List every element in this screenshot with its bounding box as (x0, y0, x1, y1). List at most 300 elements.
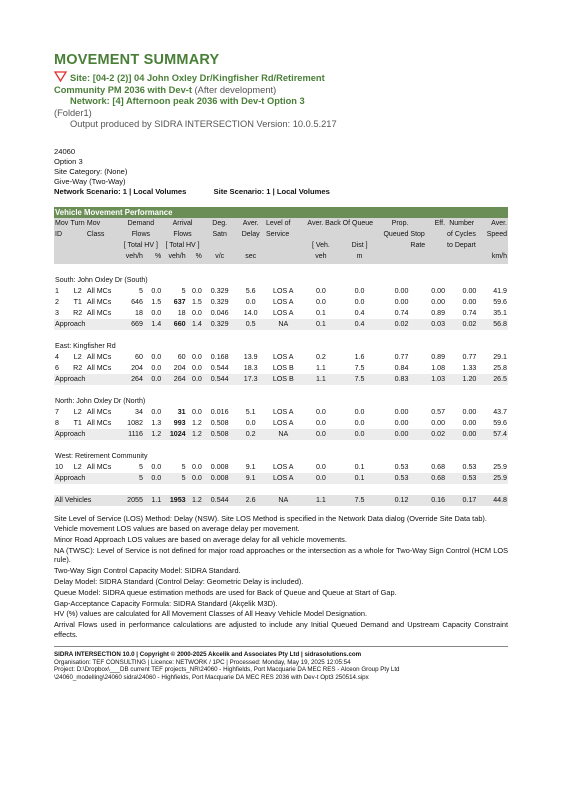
table-cell: 0.00 (394, 419, 409, 428)
table-cell: 1.1 (302, 495, 341, 506)
table-cell: 1.6 (354, 353, 365, 362)
header-row (54, 218, 508, 229)
table-cell: 0.0 (192, 463, 202, 472)
table-cell: 0.74 (394, 309, 409, 318)
table-cell: 0.00 (394, 298, 409, 307)
table-cell: 60 (177, 353, 186, 362)
table-cell: 7 (55, 408, 59, 417)
table-cell: 0.0 (315, 408, 326, 417)
table-cell: 1.3 (151, 419, 162, 428)
table-cell: 1.1 (144, 495, 162, 506)
table-cell: 0.0 (192, 287, 202, 296)
table-cell: 13.9 (243, 353, 258, 362)
spacer-row (54, 264, 508, 275)
table-cell: 0.0 (144, 374, 162, 385)
table-cell (477, 240, 508, 251)
table-title: Vehicle Movement Performance (54, 207, 508, 218)
table-cell: 0.53 (462, 463, 477, 472)
table-cell: 0.2 (315, 353, 326, 362)
unit-cell: v/c (203, 251, 237, 264)
table-cell: 5 (181, 287, 186, 296)
table-cell: 35.1 (493, 309, 507, 318)
table-cell: L2 (73, 287, 82, 296)
header-cell: Mov (86, 218, 120, 229)
header-cell: Level of (265, 218, 302, 229)
table-row (54, 308, 508, 319)
table-cell: NA (265, 495, 302, 506)
approach-label: Approach (54, 473, 120, 484)
table-cell: 57.4 (477, 429, 508, 440)
table-cell: 0.89 (431, 353, 446, 362)
header-cell: Arrival (162, 218, 203, 229)
approach-name: North: John Oxley Dr (North) (55, 397, 146, 406)
table-cell: 0.68 (431, 463, 446, 472)
table-cell: All MCs (86, 353, 112, 362)
table-cell: 0.0 (187, 374, 203, 385)
table-cell (54, 330, 508, 341)
spacer-row (54, 440, 508, 451)
note-line: Site Level of Service (LOS) Method: Delay (NSW). Site LOS Method is specified in the Network Data dialog (Override Site Data tab). (54, 513, 487, 523)
approach-name: East: Kingfisher Rd (55, 342, 116, 351)
table-row (54, 462, 508, 473)
unit-cell: m (340, 251, 379, 264)
table-cell: 5 (120, 473, 144, 484)
table-cell: 0.0 (151, 364, 162, 373)
header-cell: Number (446, 218, 477, 229)
table-cell: 0.02 (446, 319, 477, 330)
table-cell: 0.12 (379, 495, 410, 506)
table-cell: 1.4 (187, 319, 203, 330)
table-cell: 1082 (127, 419, 143, 428)
table-cell: All MCs (86, 287, 112, 296)
site-after-label: (After development) (194, 84, 277, 95)
control-type: Give-Way (Two-Way) (54, 177, 126, 187)
table-cell: 1.1 (315, 364, 326, 373)
spacer-row (54, 484, 508, 495)
table-cell: 0.008 (210, 463, 229, 472)
table-cell: 1024 (162, 429, 186, 440)
table-cell: 0.329 (210, 298, 229, 307)
table-cell (54, 240, 120, 251)
table-cell: 0.544 (210, 364, 229, 373)
table-cell: T1 (73, 298, 82, 307)
table-cell: 7.5 (340, 374, 379, 385)
header-cell: Aver. Back Of Queue (302, 218, 379, 229)
table-cell: 0.17 (446, 495, 477, 506)
table-cell: 59.6 (493, 298, 507, 307)
table-cell: L2 (73, 463, 82, 472)
table-cell: 10 (55, 463, 63, 472)
table-cell: 0.508 (203, 429, 237, 440)
table-cell: 204 (173, 364, 186, 373)
table-cell (54, 440, 508, 451)
table-cell: All MCs (86, 364, 112, 373)
table-cell: 34 (135, 408, 143, 417)
table-cell: 41.9 (493, 287, 507, 296)
approach-group-header (54, 275, 508, 286)
table-cell: 1.1 (302, 374, 341, 385)
table-cell: 0.0 (187, 473, 203, 484)
table-cell (54, 264, 508, 275)
header-cell: to Depart (447, 241, 476, 249)
table-cell: 1.33 (462, 364, 477, 373)
table-cell: 0.1 (315, 309, 326, 318)
table-cell: 0.0 (354, 408, 365, 417)
header-cell: Dist ] (340, 240, 379, 251)
table-cell: 0.0 (245, 298, 256, 307)
table-cell: 1.20 (446, 374, 477, 385)
table-cell: LOS A (273, 408, 294, 417)
table-cell: 0.0 (315, 419, 326, 428)
table-cell: LOS A (273, 353, 294, 362)
table-cell: 0.77 (462, 353, 477, 362)
unit-cell: km/h (477, 251, 508, 264)
report-footer (54, 646, 508, 682)
table-cell: 0.4 (354, 309, 365, 318)
table-cell: 26.5 (477, 374, 508, 385)
note-line: Minor Road Approach LOS values are based on average delay for all vehicle movements. (54, 535, 347, 545)
site-meta (54, 147, 508, 198)
table-cell: 0.57 (431, 408, 446, 417)
table-cell: 0.0 (315, 463, 326, 472)
table-cell: NA (265, 319, 302, 330)
table-cell: 0.00 (446, 429, 477, 440)
table-cell (302, 229, 379, 240)
approach-group-header (54, 396, 508, 407)
site-scenario: Site Scenario: 1 | Local Volumes (213, 187, 330, 197)
note-line: HV (%) values are calculated for All Movement Classes of All Heavy Vehicle Model Designation. (54, 609, 368, 619)
table-cell: 0.329 (210, 287, 229, 296)
table-cell: 25.9 (477, 473, 508, 484)
table-cell: All MCs (86, 309, 112, 318)
header-units-row (54, 251, 508, 264)
table-cell: 25.9 (493, 463, 507, 472)
approach-row (54, 319, 508, 330)
header-cell: Aver. (236, 218, 264, 229)
note-line: Two-Way Sign Control Capacity Model: SIDRA Standard. (54, 566, 241, 576)
table-cell: 0.0 (302, 429, 341, 440)
table-cell: 0.0 (192, 309, 202, 318)
header-row (54, 229, 508, 240)
table-cell: 0.4 (340, 319, 379, 330)
approach-name: West: Retirement Community (55, 452, 148, 461)
table-cell: T1 (73, 419, 82, 428)
table-cell: 669 (120, 319, 144, 330)
table-cell: 0.00 (379, 429, 410, 440)
table-row (54, 352, 508, 363)
option-label: Option 3 (54, 156, 83, 166)
table-row (54, 363, 508, 374)
table-cell: 9.1 (236, 473, 264, 484)
table-cell: 31 (177, 408, 186, 417)
table-cell: 0.00 (462, 287, 477, 296)
approach-group-header (54, 451, 508, 462)
table-cell: 204 (131, 364, 143, 373)
all-vehicles-row (54, 495, 508, 506)
note-line: Arrival Flows used in performance calculations are adjusted to include any Initial Queued Demand and Upstream Capacity Constraint effects. (54, 620, 508, 639)
table-cell: R2 (73, 364, 83, 373)
table-cell: 0.0 (340, 429, 379, 440)
table-cell: 0.016 (210, 408, 229, 417)
table-cell: R2 (73, 309, 83, 318)
table-row (54, 418, 508, 429)
table-cell: All MCs (86, 463, 112, 472)
approach-row (54, 473, 508, 484)
table-cell: 264 (162, 374, 186, 385)
footer-line-3: Project: D:\Dropbox\___DB current TEF projects_NR\24060 - Highfields, Port Macquarie DA MEC RES - Alceon Group Pty Ltd (54, 666, 400, 674)
header-cell: ID (54, 229, 70, 240)
table-cell: 0.0 (354, 287, 365, 296)
table-cell: 59.6 (493, 419, 507, 428)
header-cell: of Cycles (447, 230, 476, 238)
table-cell: 1.2 (187, 429, 203, 440)
spacer-row (54, 330, 508, 341)
table-row (54, 297, 508, 308)
table-cell: 0.0 (315, 287, 326, 296)
spacer-row (54, 385, 508, 396)
table-cell: 0.16 (409, 495, 446, 506)
table-cell: 264 (120, 374, 144, 385)
table-cell: 0.0 (302, 473, 341, 484)
table-cell: 1.5 (151, 298, 162, 307)
header-cell: Eff. (409, 218, 446, 229)
approach-name: South: John Oxley Dr (South) (55, 276, 148, 285)
table-cell: 1.2 (192, 419, 202, 428)
table-cell: 0.5 (236, 319, 264, 330)
header-cell: Prop. (379, 218, 410, 229)
table-cell (54, 251, 120, 264)
table-cell: 0.0 (151, 408, 162, 417)
header-cell: Satn (203, 229, 237, 240)
table-cell: 0.77 (394, 353, 409, 362)
table-cell: 1.2 (144, 429, 162, 440)
approach-group-header (54, 341, 508, 352)
table-cell: L2 (73, 353, 82, 362)
approach-label: Approach (54, 319, 120, 330)
table-cell: 0.68 (409, 473, 446, 484)
header-cell: Service (265, 229, 302, 240)
table-cell: 18 (135, 309, 143, 318)
unit-cell: sec (236, 251, 264, 264)
table-cell: 25.8 (493, 364, 507, 373)
output-line: Output produced by SIDRA INTERSECTION Version: 10.0.5.217 (70, 119, 337, 129)
table-cell: LOS B (265, 374, 302, 385)
table-cell: LOS A (273, 298, 294, 307)
table-cell: 17.3 (236, 374, 264, 385)
approach-row (54, 374, 508, 385)
table-cell: 1.08 (431, 364, 446, 373)
table-cell: 0.53 (446, 473, 477, 484)
unit-cell: % (187, 251, 203, 264)
unit-cell: veh (302, 251, 341, 264)
site-line (54, 71, 508, 85)
table-cell: 0.1 (302, 319, 341, 330)
table-cell: 0.02 (379, 319, 410, 330)
table-cell: 0.53 (379, 473, 410, 484)
table-cell: LOS A (273, 419, 294, 428)
table-cell: L2 (73, 408, 82, 417)
table-cell: 7.5 (354, 364, 365, 373)
approach-label: Approach (54, 429, 120, 440)
table-cell: 0.1 (354, 463, 365, 472)
header-cell: Stop (409, 229, 446, 240)
table-cell: 0.046 (210, 309, 229, 318)
table-cell: 646 (131, 298, 143, 307)
table-cell: 0.00 (394, 408, 409, 417)
table-cell: 0.00 (431, 419, 446, 428)
table-cell: 0.74 (462, 309, 477, 318)
table-cell: 0.008 (203, 473, 237, 484)
scenario-row (54, 187, 508, 197)
table-cell: 8 (55, 419, 59, 428)
project-id: 24060 (54, 146, 76, 156)
table-cell: 18.3 (243, 364, 258, 373)
table-cell: 0.00 (462, 408, 477, 417)
header-cell: Flows (162, 229, 203, 240)
table-cell: 0.544 (203, 495, 237, 506)
table-cell: 660 (162, 319, 186, 330)
table-cell (265, 251, 302, 264)
table-cell: 0.0 (192, 408, 202, 417)
table-cell: 60 (135, 353, 143, 362)
unit-cell: % (144, 251, 162, 264)
table-cell: NA (265, 429, 302, 440)
table-cell: 5 (162, 473, 186, 484)
table-cell: LOS A (265, 473, 302, 484)
table-cell: 0.00 (394, 287, 409, 296)
table-cell: 9.1 (245, 463, 256, 472)
site-label-2: Community PM 2036 with Dev-t (54, 84, 192, 95)
header-cell: Deg. (203, 218, 237, 229)
header-cell: Rate (409, 240, 446, 251)
table-cell: 0.0 (144, 473, 162, 484)
approach-row (54, 429, 508, 440)
table-cell: 0.0 (354, 419, 365, 428)
table-cell: All MCs (86, 298, 112, 307)
table-cell: 637 (173, 298, 186, 307)
table-cell: 1953 (162, 495, 186, 506)
table-cell (379, 251, 477, 264)
table-cell: 0.00 (431, 298, 446, 307)
table-row (54, 286, 508, 297)
network-scenario: Network Scenario: 1 | Local Volumes (54, 187, 187, 197)
table-cell: 0.53 (394, 463, 409, 472)
table-cell: 993 (173, 419, 186, 428)
table-cell: 0.0 (151, 353, 162, 362)
table-cell (203, 240, 302, 251)
header-cell: [ Total HV ] (120, 240, 163, 251)
table-cell: 5.1 (245, 408, 256, 417)
movement-summary-page (54, 52, 508, 682)
table-cell: 44.8 (477, 495, 508, 506)
header-cell: [ Veh. (302, 240, 341, 251)
header-cell: Speed (477, 229, 508, 240)
table-cell: 2055 (120, 495, 144, 506)
table-cell: 0.83 (379, 374, 410, 385)
table-cell: 0.00 (462, 298, 477, 307)
header-cell: Queued (379, 229, 410, 240)
table-cell (54, 385, 508, 396)
folder-line: (Folder1) (54, 107, 92, 118)
table-cell: 1.2 (187, 495, 203, 506)
site-line-2 (54, 85, 508, 97)
table-cell: 7.5 (340, 495, 379, 506)
table-cell: 2 (55, 298, 59, 307)
footer-line-2: Organisation: TEF CONSULTING | Licence: NETWORK / 1PC | Processed: Monday, May 19, 2025 12:05:54 (54, 658, 351, 666)
table-cell: 18 (177, 309, 186, 318)
site-triangle-icon (54, 71, 67, 82)
header-cell: Demand (120, 218, 163, 229)
header-cell: Flows (120, 229, 163, 240)
table-cell: LOS A (273, 309, 294, 318)
table-cell: 0.0 (354, 298, 365, 307)
table-cell: 0.168 (210, 353, 229, 362)
footer-line-1: SIDRA INTERSECTION 10.0 | Copyright © 2000-2025 Akcelik and Associates Pty Ltd | sidrasolutions.com (54, 650, 362, 658)
page-title: MOVEMENT SUMMARY (54, 52, 220, 68)
table-cell: 0.0 (245, 419, 256, 428)
table-cell: 0.508 (210, 419, 229, 428)
site-label: Site: [04-2 (2)] 04 John Oxley Dr/Kingfisher Rd/Retirement (70, 73, 325, 83)
site-category: Site Category: (None) (54, 166, 128, 176)
table-cell: 1.4 (144, 319, 162, 330)
vehicle-movement-table (54, 207, 508, 506)
footer-line-4: \24060_modelling\24060 sidra\24060 - Highfields, Port Macquarie DA MEC RES 2036 with Dev-t Opt3 250514.sipx (54, 674, 369, 682)
table-cell: All MCs (86, 408, 112, 417)
table-cell: 1116 (120, 429, 144, 440)
table-cell: 0.0 (192, 364, 202, 373)
table-cell: 0.00 (462, 419, 477, 428)
header-cell: Class (86, 229, 120, 240)
unit-cell: veh/h (162, 251, 186, 264)
header-cell: Aver. (477, 218, 508, 229)
table-cell: 3 (55, 309, 59, 318)
all-vehicles-label: All Vehicles (54, 495, 120, 506)
table-cell: 1 (55, 287, 59, 296)
table-cell: 5 (181, 463, 186, 472)
table-cell: 0.1 (340, 473, 379, 484)
approach-label: Approach (54, 374, 120, 385)
table-cell: 0.0 (151, 463, 162, 472)
table-cell: 0.84 (394, 364, 409, 373)
table-cell (379, 240, 410, 251)
table-cell: 5 (138, 463, 143, 472)
table-cell: 0.02 (409, 429, 446, 440)
table-cell: 0.2 (236, 429, 264, 440)
note-line: Queue Model: SIDRA queue estimation methods are used for Back of Queue and Queue at Start of Gap. (54, 587, 397, 597)
table-cell: 5 (138, 287, 143, 296)
table-cell: 29.1 (493, 353, 507, 362)
table-cell: LOS A (273, 287, 294, 296)
table-cell: 0.0 (151, 309, 162, 318)
header-row (54, 240, 508, 251)
table-cell: 2.6 (236, 495, 264, 506)
table-cell: 0.0 (315, 298, 326, 307)
table-cell: 0.89 (431, 309, 446, 318)
table-cell (54, 484, 508, 495)
notes-section (54, 514, 508, 639)
table-cell: 0.03 (409, 319, 446, 330)
table-row (54, 407, 508, 418)
table-cell: 56.8 (477, 319, 508, 330)
note-line: Gap-Acceptance Capacity Formula: SIDRA Standard (Akçelik M3D). (54, 598, 278, 608)
table-cell: 5.6 (245, 287, 256, 296)
table-title-row (54, 207, 508, 218)
header-cell: Delay (236, 229, 264, 240)
table-cell: 14.0 (243, 309, 258, 318)
table-cell: 0.00 (431, 287, 446, 296)
header-cell: Mov (55, 219, 69, 227)
note-line: Vehicle movement LOS values are based on average delay per movement. (54, 524, 300, 534)
